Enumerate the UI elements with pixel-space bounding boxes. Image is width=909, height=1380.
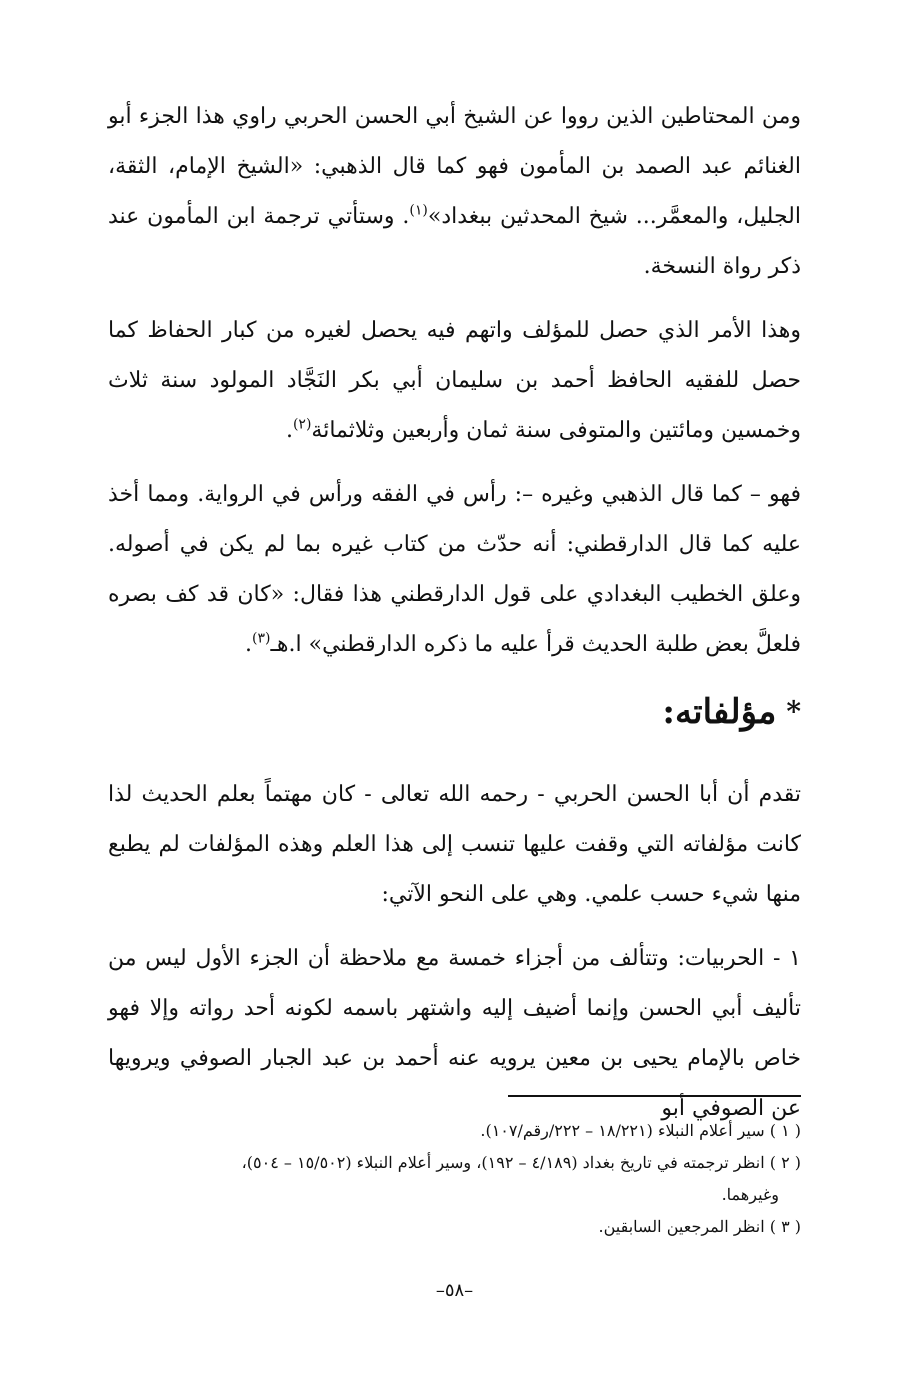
paragraph-3-text: فهو – كما قال الذهبي وغيره –: رأس في الفقه ورأس في الرواية. ومما أخذ عليه كما قال الدارقطني: أنه حدّث من كتاب غيره بما لم يكن في أصوله. وعلق الخطيب البغدادي على قول الدارقطني هذا فقال: «كان قد كف بصره فلعلَّ بعض طلبة الحديث قرأ عليه ما ذكره الدارقطني» ا.هـ <box>108 482 801 657</box>
paragraph-3-tail: . <box>245 632 253 657</box>
page-number: –٥٨– <box>435 1280 474 1301</box>
footnote-ref-1[interactable]: (١) <box>409 202 428 219</box>
footnote-ref-2[interactable]: (٢) <box>292 416 312 433</box>
paragraph-5 <box>108 934 801 1134</box>
paragraph-5-text: ١ - الحربيات: وتتألف من أجزاء خمسة مع ملاحظة أن الجزء الأول ليس من تأليف أبي الحسن وإنما أضيف إليه واشتهر باسمه لكونه أحد رواته وإلا فهو خاص بالإمام يحيى بن معين يرويه عنه أحمد بن عبد الجبار الصوفي ويرويها عن الصوفي أبو <box>108 946 801 1121</box>
footnote-divider <box>508 1095 801 1097</box>
footnote-ref-3[interactable]: (٣) <box>252 630 271 647</box>
paragraph-4 <box>108 770 801 920</box>
footnotes <box>108 1115 801 1243</box>
footnote-2-continuation: وغيرهما. <box>721 1185 779 1204</box>
section-heading-text: مؤلفاته: <box>662 692 777 732</box>
paragraph-1 <box>108 92 801 292</box>
footnote-3: ( ٣ ) انظر المرجعين السابقين. <box>598 1217 801 1236</box>
section-heading <box>108 684 801 740</box>
paragraph-2-tail: . <box>285 418 293 443</box>
paragraph-1-text: ومن المحتاطين الذين رووا عن الشيخ أبي الحسن الحربي راوي هذا الجزء أبو الغنائم عبد الصمد بن المأمون فهو كما قال الذهبي: «الشيخ الإمام، الثقة، الجليل، والمعمَّر... شيخ المحدثين ببغداد» <box>108 104 801 229</box>
footnote-2: ( ٢ ) انظر ترجمته في تاريخ بغداد (٤/١٨٩ – ١٩٢)، وسير أعلام النبلاء (١٥/٥٠٢ – ٥٠٤)، <box>241 1153 801 1172</box>
paragraph-1-tail: . وستأتي ترجمة ابن المأمون عند ذكر رواة النسخة. <box>108 204 801 279</box>
main-text <box>108 92 801 1134</box>
paragraph-4-text: تقدم أن أبا الحسن الحربي - رحمه الله تعالى - كان مهتماً بعلم الحديث لذا كانت مؤلفاته التي وقفت عليها تنسب إلى هذا العلم وهذه المؤلفات لم يطبع منها شيء حسب علمي. وهي على النحو الآتي: <box>108 782 801 907</box>
paragraph-3 <box>108 470 801 670</box>
paragraph-2-text: وهذا الأمر الذي حصل للمؤلف واتهم فيه يحصل لغيره من كبار الحفاظ كما حصل للفقيه الحافظ أحمد بن سليمان أبي بكر النَجَّاد المولود سنة ثلاث وخمسين ومائتين والمتوفى سنة ثمان وأربعين وثلاثمائة <box>108 318 801 443</box>
paragraph-2 <box>108 306 801 456</box>
asterisk-icon: * <box>786 695 801 728</box>
footnote-1: ( ١ ) سير أعلام النبلاء (١٨/٢٢١ – ٢٢٢/رقم/١٠٧). <box>480 1121 801 1140</box>
